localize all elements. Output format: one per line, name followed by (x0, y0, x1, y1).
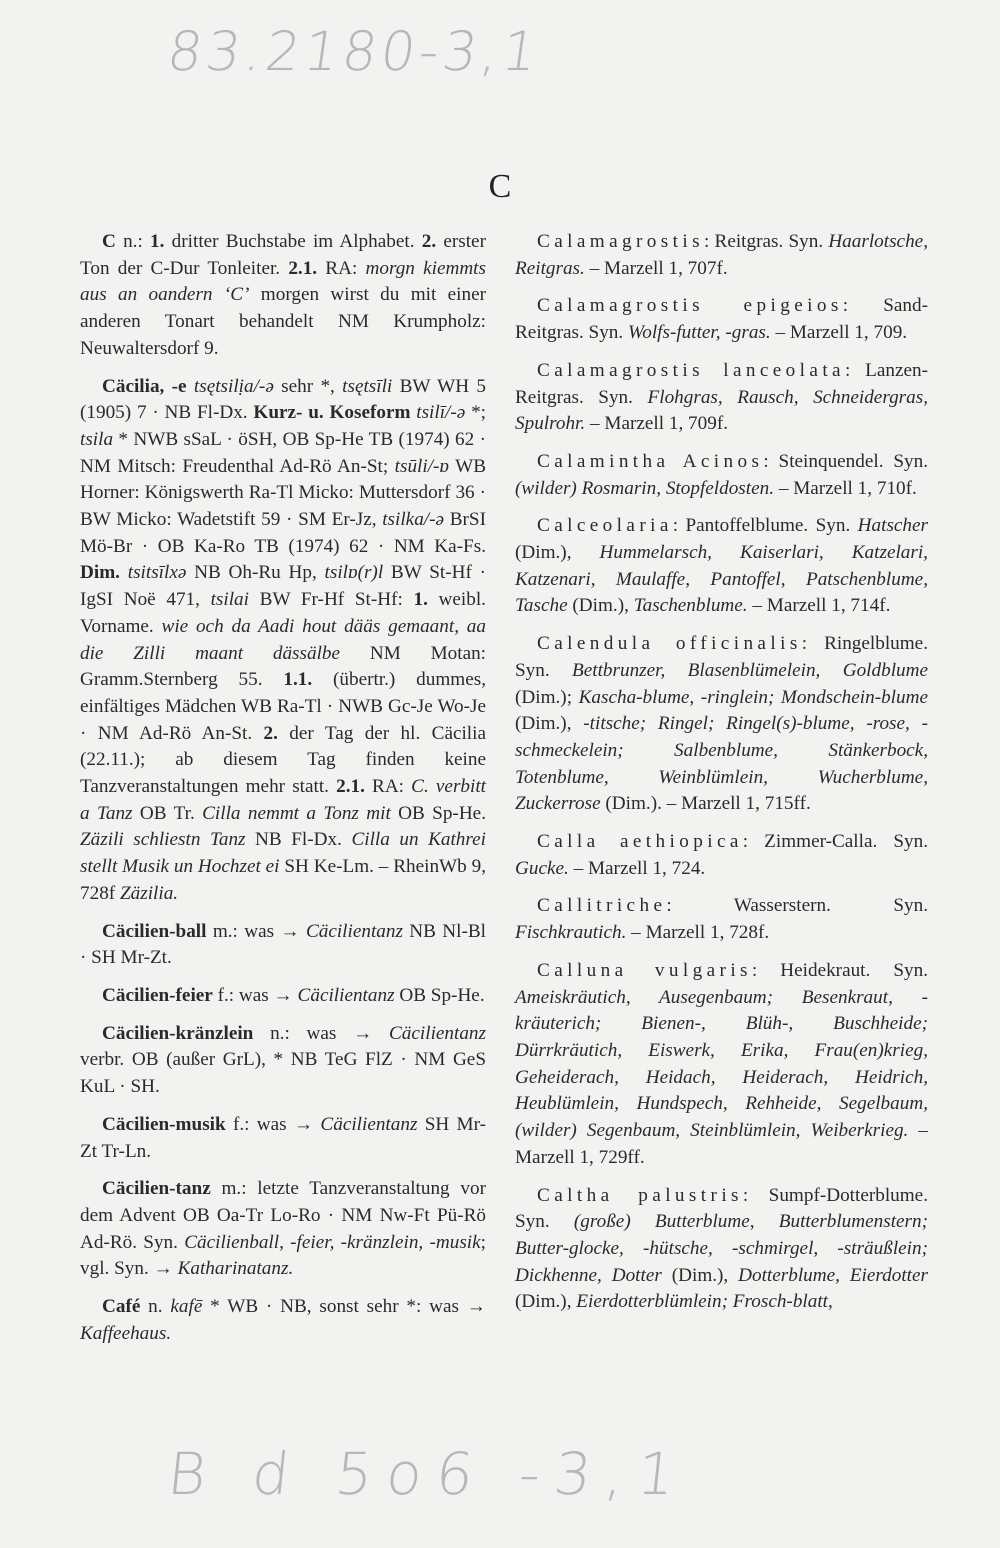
entry-definition: n.: 1. dritter Buchstabe im Alphabet. 2. erster Ton der C-Dur Tonleiter. 2.1. RA: morgn kiemmts aus an oandern ‘C’ morgen wirst du mit einer anderen Tonart behandelt NM Krumpholz: Neuwaltersdorf 9. (80, 231, 487, 359)
entry-definition: m.: letzte Tanzveranstaltung vor dem Advent OB Oa-Tr Lo-Ro · NM Nw-Ft Pü-Rö Ad-Rö. Syn. Cäcilienball, -feier, -kränzlein, -musik; vgl. Syn. → Katharinatanz. (80, 1178, 486, 1280)
entry-lemma: Cäcilien-ball (102, 920, 207, 942)
entry-lemma: Calceolaria (537, 515, 673, 537)
entry-lemma: C (102, 231, 116, 252)
dictionary-entry (80, 1176, 486, 1283)
entry-definition: : Sand-Reitgras. Syn. Wolfs-futter, -gras. – Marzell 1, 709. (515, 295, 928, 344)
entry-lemma: Café (102, 1296, 141, 1318)
dictionary-entry (80, 1021, 486, 1101)
entry-definition: tsętsilịa/-ə sehr *, tsętsīli BW WH 5 (1905) 7 · NB Fl-Dx. Kurz- u. Koseform tsilī/-ə *; tsila * NWB sSaL · öSH, OB Sp-He TB (1974) 62 · NM Mitsch: Freudenthal Ad-Rö An-St; tsūli/-ɒ WB Horner: Königswerth Ra-Tl Micko: Muttersdorf 36 · BW Micko: Wadetstift 59 · SM Er-Jz, tsilka/-ə BrSI Mö-Br · OB Ka-Ro TB (1974) 62 · NM Ka-Fs. Dim. tsitsīlxə NB Oh-Ru Hp, tsilɒ(r)l BW St-Hf · IgSI Noë 471, tsilai BW Fr-Hf St-Hf: 1. weibl. Vorname. wie och da Aadi hout dääs gemaant, aa die Zilli maant dässälbe NM Motan: Gramm.Sternberg 55. 1.1. (übertr.) dummes, einfältiges Mädchen WB Ra-Tl · NWB Gc-Je Wo-Je · NM Ad-Rö An-St. 2. der Tag der hl. Cäcilia (22.11.); ab diesem Tag finden keine Tanzveranstaltungen mehr statt. 2.1. RA: C. verbitt a Tanz OB Tr. Cilla nemmt a Tonz mit OB Sp-He. Zäzili schliestn Tanz NB Fl-Dx. Cilla un Kathrei stellt Musik un Hochzet ei SH Ke-Lm. – RheinWb 9, 728f Zäzilia. (80, 375, 487, 904)
dictionary-entry (515, 958, 928, 1172)
dictionary-entry (515, 229, 928, 282)
entry-lemma: Calendula officinalis (537, 633, 802, 655)
entry-definition: : Zimmer-Calla. Syn. Gucke. – Marzell 1, 724. (515, 831, 928, 879)
dictionary-entry (80, 919, 486, 972)
entry-lemma: Calamintha Acinos (537, 450, 764, 472)
handwritten-shelfmark-top: 83.2180-3,1 (163, 20, 546, 83)
entry-lemma: Cäcilien-tanz (102, 1178, 211, 1200)
entry-definition: m.: was → Cäcilientanz NB Nl-Bl · SH Mr-Zt. (80, 920, 486, 969)
dictionary-entry (515, 1183, 928, 1317)
dictionary-entry (80, 229, 486, 363)
entry-definition: n. kafē * WB · NB, sonst sehr *: was → Kaffeehaus. (80, 1296, 486, 1344)
handwritten-shelfmark-bottom: B d 5o6 -3,1 (164, 1440, 693, 1508)
entry-lemma: Calluna vulgaris (537, 959, 752, 981)
dictionary-entry (515, 449, 928, 502)
entry-definition: f.: was → Cäcilientanz OB Sp-He. (212, 984, 485, 1006)
entry-definition: : Heidekraut. Syn. Ameiskräutich, Ausegenbaum; Besenkraut, -kräuterich; Bienen-, Blüh-, Buschheide; Dürrkräutich, Eiswerk, Erika, Frau(en)krieg, Geheiderach, Heidach, Heiderach, Heidrich, Heublümlein, Hundspech, Rehheide, Segelbaum, (wilder) Segenbaum, Steinblümlein, Weiberkrieg. – Marzell 1, 729ff. (515, 959, 928, 1168)
entry-lemma: Caltha palustris (537, 1184, 743, 1206)
entry-lemma: Calamagrostis epigeios (537, 295, 843, 317)
entry-lemma: Calamagrostis (537, 231, 704, 252)
dictionary-entry (515, 631, 928, 818)
entry-definition: : Reitgras. Syn. Haarlotsche, Reitgras. – Marzell 1, 707f. (515, 231, 928, 279)
dictionary-entry (80, 1294, 486, 1347)
entry-lemma: Cäcilien-kränzlein (102, 1022, 254, 1044)
entry-definition: : Sumpf-Dotterblume. Syn. (große) Butterblume, Butterblumenstern; Butter-glocke, -hütsche, -schmirgel, -sträußlein; Dickhenne, Dotter (Dim.), Dotterblume, Eierdotter (Dim.), Eierdotterblümlein; Frosch-blatt, (515, 1184, 928, 1313)
entry-definition: : Steinquendel. Syn. (wilder) Rosmarin, Stopfeldosten. – Marzell 1, 710f. (515, 450, 928, 499)
entry-definition: : Pantoffelblume. Syn. Hatscher (Dim.), Hummelarsch, Kaiserlari, Katzelari, Katzenari, Maulaffe, Pantoffel, Patschenblume, Tasche (Dim.), Taschenblume. – Marzell 1, 714f. (515, 515, 928, 617)
entry-lemma: Calamagrostis lanceolata (537, 359, 845, 381)
dictionary-entry (515, 358, 928, 438)
entry-lemma: Calla aethiopica (537, 831, 743, 853)
dictionary-entry (80, 983, 486, 1010)
entry-definition: : Lanzen-Reitgras. Syn. Flohgras, Rausch, Schneidergras, Spulrohr. – Marzell 1, 709f. (515, 359, 928, 435)
entry-definition: : Ringelblume. Syn. Bettbrunzer, Blasenblümelein, Goldblume (Dim.); Kascha-blume, -ringlein; Mondschein-blume (Dim.), -titsche; Ringel; Ringel(s)-blume, -rose, -schmeckelein; Salbenblume, Stänkerbock, Totenblume, Weinblümlein, Wucherblume, Zuckerrose (Dim.). – Marzell 1, 715ff. (515, 633, 928, 815)
dictionary-entry (515, 293, 928, 346)
dictionary-entry (515, 829, 928, 882)
entry-definition: n.: was → Cäcilientanz verbr. OB (außer GrL), * NB TeG FlZ · NM GeS KuL · SH. (80, 1022, 486, 1098)
right-column (515, 229, 928, 1327)
entry-lemma: Cäcilia, -e (102, 375, 187, 397)
left-column (80, 229, 486, 1358)
section-letter: C (488, 168, 512, 205)
entry-lemma: Callitriche (537, 895, 667, 917)
dictionary-entry (515, 513, 928, 620)
entry-definition: f.: was → Cäcilientanz SH Mr-Zt Tr-Ln. (80, 1113, 487, 1162)
entry-definition: : Wasserstern. Syn. Fischkrautich. – Marzell 1, 728f. (515, 895, 928, 944)
entry-lemma: Cäcilien-feier (102, 984, 213, 1006)
dictionary-entry (80, 374, 486, 908)
dictionary-entry (80, 1112, 486, 1165)
entry-lemma: Cäcilien-musik (102, 1113, 226, 1135)
dictionary-entry (515, 893, 928, 946)
